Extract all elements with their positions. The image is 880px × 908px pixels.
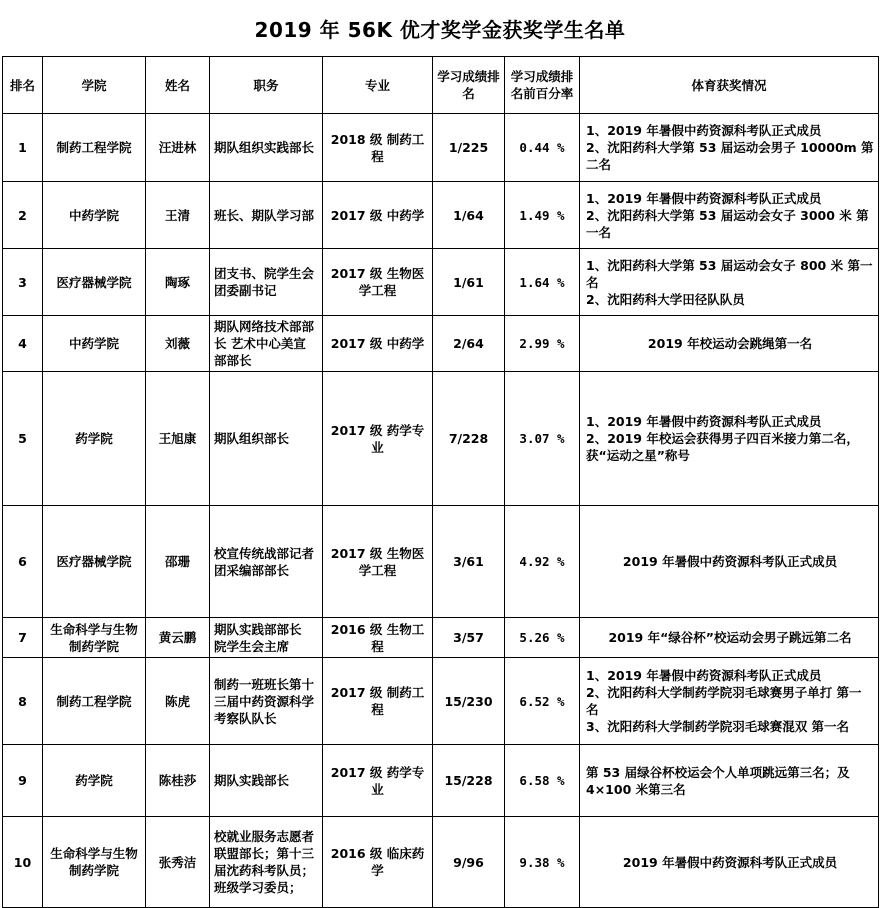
cell-college: 药学院	[43, 372, 146, 506]
cell-college: 药学院	[43, 745, 146, 817]
table-row	[3, 114, 879, 182]
cell-percentile: 0.44 %	[505, 114, 580, 182]
table-row	[3, 658, 879, 745]
cell-rank: 1	[3, 114, 43, 182]
cell-rank: 3	[3, 249, 43, 316]
cell-rank: 6	[3, 506, 43, 618]
award-line: 2019 年校运动会跳绳第一名	[647, 336, 813, 351]
cell-name: 陈桂莎	[146, 745, 210, 817]
cell-rank: 7	[3, 618, 43, 658]
cell-position: 制药一班班长第十三届中药资源科学考察队队长	[210, 658, 323, 745]
table-row	[3, 817, 879, 908]
cell-percentile: 5.26 %	[505, 618, 580, 658]
header-score-rank: 学习成绩排名	[433, 57, 505, 114]
cell-college: 中药学院	[43, 316, 146, 372]
cell-major: 2017 级 药学专业	[323, 372, 433, 506]
cell-position: 团支书、院学生会团委副书记	[210, 249, 323, 316]
header-position: 职务	[210, 57, 323, 114]
award-line: 2、沈阳药科大学第 53 届运动会女子 3000 米 第一名	[586, 207, 869, 240]
award-line: 2019 年暑假中药资源科考队正式成员	[622, 554, 838, 569]
cell-awards	[580, 506, 879, 618]
table-row	[3, 745, 879, 817]
table-row	[3, 316, 879, 372]
cell-score-rank: 7/228	[433, 372, 505, 506]
cell-rank: 9	[3, 745, 43, 817]
table-row	[3, 182, 879, 249]
cell-position: 班长、期队学习部	[210, 182, 323, 249]
cell-major: 2017 级 药学专业	[323, 745, 433, 817]
page-title: 2019 年 56K 优才奖学金获奖学生名单	[254, 17, 626, 42]
cell-name: 王清	[146, 182, 210, 249]
cell-awards	[580, 372, 879, 506]
cell-awards	[580, 618, 879, 658]
scholarship-table	[2, 56, 879, 908]
award-line: 第 53 届绿谷杯校运会个人单项跳远第三名；及 4×100 米第三名	[586, 764, 850, 797]
cell-position: 期队网络技术部部长 艺术中心美宣部部长	[210, 316, 323, 372]
cell-position: 校宣传统战部记者团采编部部长	[210, 506, 323, 618]
cell-awards	[580, 316, 879, 372]
header-percentile: 学习成绩排名前百分率	[505, 57, 580, 114]
cell-major: 2017 级 制药工程	[323, 658, 433, 745]
cell-college: 生命科学与生物制药学院	[43, 618, 146, 658]
cell-rank: 4	[3, 316, 43, 372]
cell-college: 中药学院	[43, 182, 146, 249]
award-line: 1、2019 年暑假中药资源科考队正式成员	[586, 414, 822, 429]
cell-rank: 10	[3, 817, 43, 908]
cell-major: 2017 级 中药学	[323, 182, 433, 249]
cell-position: 期队实践部部长 院学生会主席	[210, 618, 323, 658]
cell-major: 2017 级 生物医学工程	[323, 249, 433, 316]
cell-name: 张秀洁	[146, 817, 210, 908]
table-row	[3, 618, 879, 658]
cell-name: 刘薇	[146, 316, 210, 372]
award-line: 2019 年暑假中药资源科考队正式成员	[622, 854, 838, 870]
cell-score-rank: 15/228	[433, 745, 505, 817]
cell-percentile: 9.38 %	[505, 817, 580, 908]
header-row	[3, 57, 879, 114]
award-line: 2、沈阳药科大学田径队队员	[586, 291, 745, 307]
cell-name: 邵珊	[146, 506, 210, 618]
cell-position: 期队组织部长	[210, 372, 323, 506]
award-line: 1、2019 年暑假中药资源科考队正式成员	[586, 190, 822, 206]
header-college: 学院	[43, 57, 146, 114]
cell-percentile: 3.07 %	[505, 372, 580, 506]
cell-college: 生命科学与生物制药学院	[43, 817, 146, 908]
cell-major: 2017 级 中药学	[323, 316, 433, 372]
cell-score-rank: 3/57	[433, 618, 505, 658]
cell-percentile: 4.92 %	[505, 506, 580, 618]
cell-major: 2016 级 临床药学	[323, 817, 433, 908]
award-line: 2、沈阳药科大学第 53 届运动会男子 10000m 第二名	[586, 140, 874, 172]
cell-score-rank: 15/230	[433, 658, 505, 745]
cell-awards	[580, 114, 879, 182]
cell-score-rank: 1/64	[433, 182, 505, 249]
header-rank: 排名	[3, 57, 43, 114]
cell-rank: 2	[3, 182, 43, 249]
cell-rank: 8	[3, 658, 43, 745]
award-line: 2、2019 年校运会获得男子四百米接力第二名，获“运动之星”称号	[586, 431, 859, 463]
cell-score-rank: 9/96	[433, 817, 505, 908]
cell-position: 校就业服务志愿者联盟部长；第十三届沈药科考队员；班级学习委员；	[210, 817, 323, 908]
award-line: 2019 年“绿谷杯”校运动会男子跳远第二名	[608, 630, 852, 645]
cell-college: 医疗器械学院	[43, 506, 146, 618]
table-row	[3, 372, 879, 506]
cell-rank: 5	[3, 372, 43, 506]
cell-awards	[580, 745, 879, 817]
header-awards: 体育获奖情况	[580, 57, 879, 114]
cell-percentile: 6.52 %	[505, 658, 580, 745]
cell-name: 汪进林	[146, 114, 210, 182]
cell-position: 期队组织实践部长	[210, 114, 323, 182]
cell-percentile: 6.58 %	[505, 745, 580, 817]
cell-percentile: 1.64 %	[505, 249, 580, 316]
table-row	[3, 506, 879, 618]
award-line: 1、2019 年暑假中药资源科考队正式成员	[586, 668, 822, 683]
award-line: 1、2019 年暑假中药资源科考队正式成员	[586, 123, 822, 138]
cell-college: 制药工程学院	[43, 658, 146, 745]
cell-awards	[580, 658, 879, 745]
cell-score-rank: 1/225	[433, 114, 505, 182]
cell-awards	[580, 249, 879, 316]
cell-score-rank: 2/64	[433, 316, 505, 372]
cell-percentile: 2.99 %	[505, 316, 580, 372]
award-line: 2、沈阳药科大学制药学院羽毛球赛男子单打 第一名	[586, 685, 862, 717]
cell-college: 医疗器械学院	[43, 249, 146, 316]
cell-major: 2017 级 生物医学工程	[323, 506, 433, 618]
cell-major: 2018 级 制药工程	[323, 114, 433, 182]
header-major: 专业	[323, 57, 433, 114]
cell-name: 王旭康	[146, 372, 210, 506]
cell-college: 制药工程学院	[43, 114, 146, 182]
award-line: 1、沈阳药科大学第 53 届运动会女子 800 米 第一名	[586, 257, 873, 290]
cell-score-rank: 3/61	[433, 506, 505, 618]
cell-percentile: 1.49 %	[505, 182, 580, 249]
table-row	[3, 249, 879, 316]
award-line: 3、沈阳药科大学制药学院羽毛球赛混双 第一名	[586, 719, 850, 734]
cell-awards	[580, 817, 879, 908]
cell-name: 黄云鹏	[146, 618, 210, 658]
cell-position: 期队实践部长	[210, 745, 323, 817]
cell-major: 2016 级 生物工程	[323, 618, 433, 658]
cell-score-rank: 1/61	[433, 249, 505, 316]
cell-awards	[580, 182, 879, 249]
cell-name: 陶琢	[146, 249, 210, 316]
header-name: 姓名	[146, 57, 210, 114]
cell-name: 陈虎	[146, 658, 210, 745]
